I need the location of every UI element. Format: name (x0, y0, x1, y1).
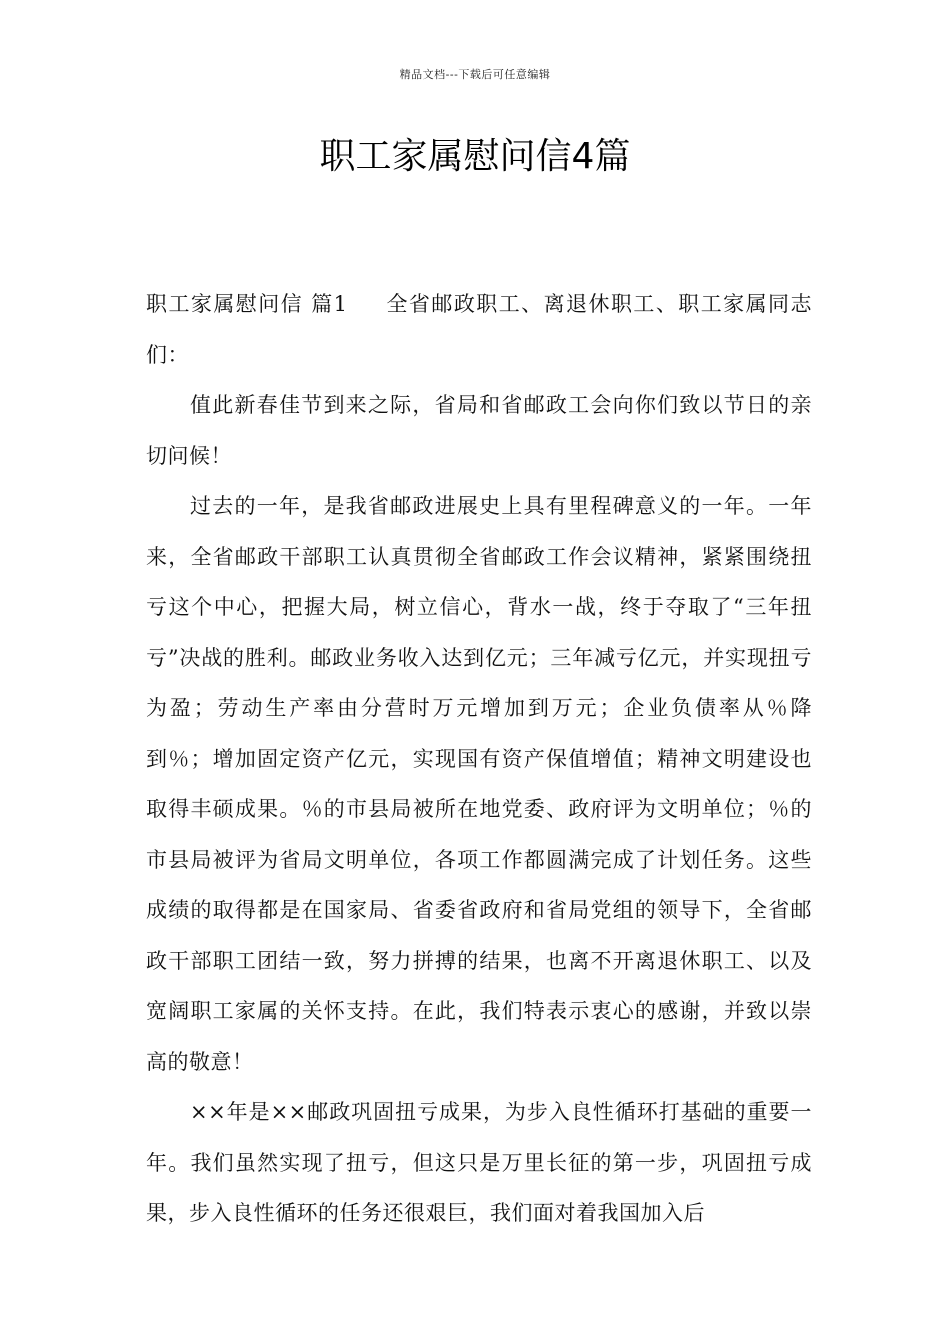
page-header-note: 精品文档---下载后可任意编辑 (399, 68, 551, 81)
intro-paragraph (146, 279, 812, 380)
document-title: 职工家属慰问信4篇 (319, 136, 631, 177)
salutation: 全省邮政职工、离退休职工、职工家属同志们： (146, 292, 812, 367)
body-paragraph-2: 过去的一年，是我省邮政进展史上具有里程碑意义的一年。一年来，全省邮政干部职工认真贯彻全省邮政工作会议精神，紧紧围绕扭亏这个中心，把握大局，树立信心，背水一战，终于夺取了“三年扭亏”决战的胜利。邮政业务收入达到亿元；三年减亏亿元，并实现扭亏为盈；劳动生产率由分营时万元增加到万元；企业负债率从％降到％；增加固定资产亿元，实现国有资产保值增值；精神文明建设也取得丰硕成果。％的市县局被所在地党委、政府评为文明单位；％的市县局被评为省局文明单位，各项工作都圆满完成了计划任务。这些成绩的取得都是在国家局、省委省政府和省局党组的领导下，全省邮政干部职工团结一致，努力拼搏的结果，也离不开离退休职工、以及宽阔职工家属的关怀支持。在此，我们特表示衷心的感谢，并致以崇高的敬意！ (146, 494, 812, 1074)
body-paragraph-3: ××年是××邮政巩固扭亏成果，为步入良性循环打基础的重要一年。我们虽然实现了扭亏，但这只是万里长征的第一步，巩固扭亏成果，步入良性循环的任务还很艰巨，我们面对着我国加入后 (146, 1100, 812, 1225)
body-paragraph-1: 值此新春佳节到来之际，省局和省邮政工会向你们致以节日的亲切问候！ (146, 393, 812, 468)
section-heading: 职工家属慰问信 篇1 (146, 292, 348, 316)
document-body (146, 279, 812, 1239)
